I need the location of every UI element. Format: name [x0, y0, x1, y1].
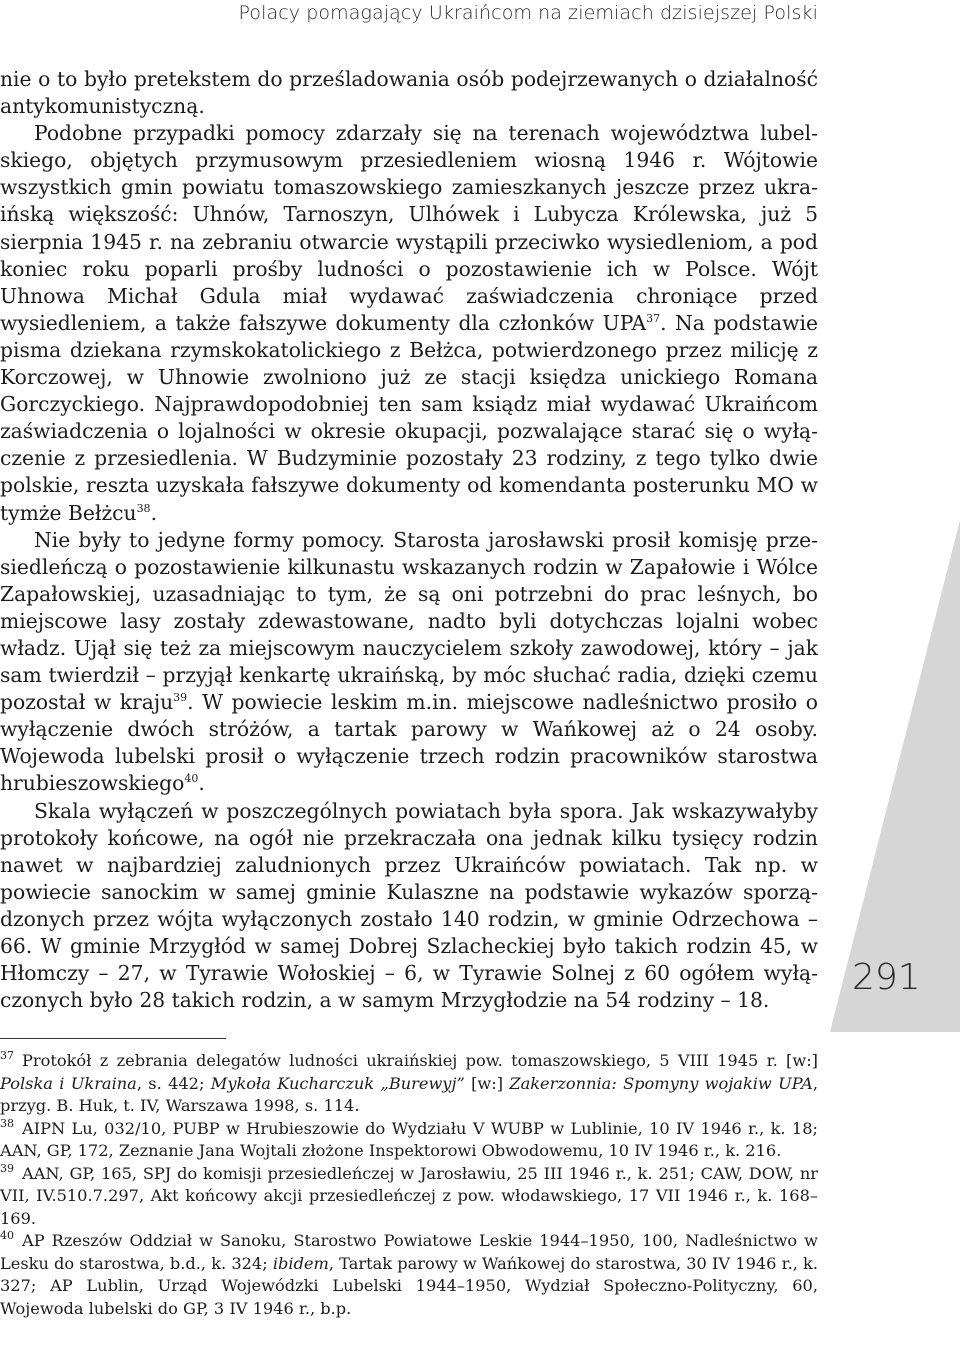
footnote-number: 37 [0, 1049, 14, 1062]
footnote-title-italic: Polska i Ukraina [0, 1073, 137, 1093]
footnote-ref-38[interactable]: 38 [136, 501, 151, 515]
footnote-number: 39 [0, 1161, 14, 1175]
footnote-text: AAN, GP, 165, SPJ do komisji przesiedleńczej w Jarosławiu, 25 III 1946 r., k. 251; CAW, DOW, nr VII, IV.510.7.297, Akt końcowy akcji przesiedleńczej z pow. włodawskiego, 17 VII 1946 r., k. 168–169. [0, 1163, 818, 1228]
body-text [0, 66, 818, 1014]
footnote-39 [0, 1163, 818, 1231]
paragraph-3-part-a: Nie były to jedyne formy pomocy. Starosta jarosławski prosił komisję przesiedleńczą o pozostawienie kilkunastu wskazanych rodzin w Zapałowie i Wólce Zapałowskiej, uzasadniając to tym, że są oni potrzebni do prac leśnych, bo miejscowe lasy zostały zdewastowane, nadto byli dotychczas lojalni wobec władz. Ujął się też za miejscowym nauczycielem szkoły zawodowej, który – jak sam twierdził – przyjął kenkartę ukraińską, by móc słuchać radia, dzięki czemu pozostał w kraju [0, 527, 818, 715]
footnote-text: Protokół z zebrania delegatów ludności ukraińskiej pow. tomaszowskiego, 5 VIII 1945 r. [w:] [22, 1051, 818, 1070]
footnote-text: , Tartak parowy w Wańkowej do starostwa, 30 IV 1946 r., k. 327; AP Lublin, Urząd Wojewódzki Lubelski 1944–1950, Wydział Społeczno-Polityczny, 60, Wojewoda lubelski do GP, 3 IV 1946 r., b.p. [0, 1253, 818, 1318]
footnote-text: AIPN Lu, 032/10, PUBP w Hrubieszowie do Wydziału V WUBP w Lublinie, 10 IV 1946 r., k. 18; AAN, GP, 172, Zeznanie Jana Wojtali złożone Inspektorowi Obwodowemu, 10 IV 1946 r., k. 216. [0, 1118, 818, 1160]
footnote-number: 38 [0, 1116, 14, 1130]
paragraph-3-part-c: . [198, 771, 205, 796]
footnote-38 [0, 1118, 818, 1163]
paragraph-2-part-a: Podobne przypadki pomocy zdarzały się na terenach województwa lubelskiego, objętych przymusowym przesiedleniem wiosną 1946 r. Wójtowie wszystkich gmin powiatu tomaszowskiego zamieszkanych jeszcze przez ukraińską większość: Uhnów, Tarnoszyn, Ulhówek i Lubycza Królewska, już 5 sierpnia 1945 r. na zebraniu otwarcie wystąpili przeciwko wysiedleniom, a pod koniec roku poparli prośby ludności o pozostawienie ich w Polsce. Wójt Uhnowa Michał Gdula miał wydawać zaświadczenia chroniące przed wysiedleniem, a także fałszywe dokumenty dla członków UPA [0, 121, 818, 335]
footnotes [0, 1050, 818, 1320]
footnote-text: [w:] [464, 1073, 510, 1093]
footnote-40 [0, 1230, 818, 1320]
footnote-text: , s. 442; [136, 1073, 211, 1093]
footnote-text: , przyg. B. Huk, t. IV, Warszawa 1998, s. 114. [0, 1073, 818, 1115]
footnote-ref-39[interactable]: 39 [173, 691, 188, 705]
footnote-37 [0, 1050, 818, 1118]
footnote-ref-40[interactable]: 40 [184, 772, 199, 786]
paragraph-3 [0, 527, 818, 798]
footnote-ref-37[interactable]: 37 [646, 311, 661, 325]
footnote-text: AP Rzeszów Oddział w Sanoku, Starostwo Powiatowe Leskie 1944–1950, 100, Nadleśnictwo w Lesku do starostwa, b.d., k. 324; [0, 1231, 818, 1273]
margin-decoration-triangle [830, 0, 960, 1348]
paragraph-2-part-b: . Na podstawie pisma dziekana rzymskokatolickiego z Bełżca, potwierdzonego przez milicję z Korczowej, w Uhnowie zwolniono już ze stacji księdza unickiego Romana Gorczyckiego. Najprawdopodobniej ten sam ksiądz miał wydawać Ukraińcom zaświadczenia o lojalności w okresie okupacji, pozwalające starać się o wyłączenie z przesiedlenia. W Budzyminie pozostały 23 rodziny, z tego tylko dwie polskie, reszta uzyskała fałszywe dokumenty od komendanta posterunku MO w tymże Bełżcu [0, 310, 818, 525]
paragraph-2 [0, 120, 818, 526]
running-header: Polacy pomagający Ukraińcom na ziemiach dzisiejszej Polski [238, 2, 818, 24]
footnote-title-italic: Mykoła Kucharczuk „Burewyj” [210, 1073, 465, 1093]
footnote-title-italic: ibidem [272, 1253, 329, 1273]
paragraph-1: nie o to było pretekstem do prześladowania osób podejrzewanych o działalność antykomunistyczną. [0, 67, 818, 119]
paragraph-3-part-b: . W powiecie leskim m.in. miejscowe nadleśnictwo prosiło o wyłączenie dwóch stróżów, a tartak parowy w Wańkowej aż o 24 osoby. Wojewoda lubelski prosił o wyłączenie trzech rodzin pracowników starostwa hrubieszowskiego [0, 690, 818, 796]
footnote-separator [0, 1038, 226, 1039]
paragraph-4: Skala wyłączeń w poszczególnych powiatach była spora. Jak wskazywałyby protokoły końcowe, na ogół nie przekraczała ona jednak kilku tysięcy rodzin nawet w najbardziej zaludnionych przez Ukraińców powiatach. Tak np. w powiecie sanockim w samej gminie Kulaszne na podstawie wykazów sporządzonych przez wójta wyłączonych zostało 140 rodzin, w gminie Odrzechowa – 66. W gminie Mrzygłód w samej Dobrej Szlacheckiej było takich rodzin 45, w Hłomczy – 27, w Tyrawie Wołoskiej – 6, w Tyrawie Solnej z 60 ogółem wyłączonych było 28 takich rodzin, a w samym Mrzygłodzie na 54 rodziny – 18. [0, 798, 818, 1013]
footnote-title-italic: Zakerzonnia: Spomyny wojakiw UPA [509, 1073, 813, 1093]
footnote-number: 40 [0, 1229, 14, 1242]
page-number: 291 [852, 957, 921, 998]
paragraph-2-part-c: . [150, 500, 158, 525]
